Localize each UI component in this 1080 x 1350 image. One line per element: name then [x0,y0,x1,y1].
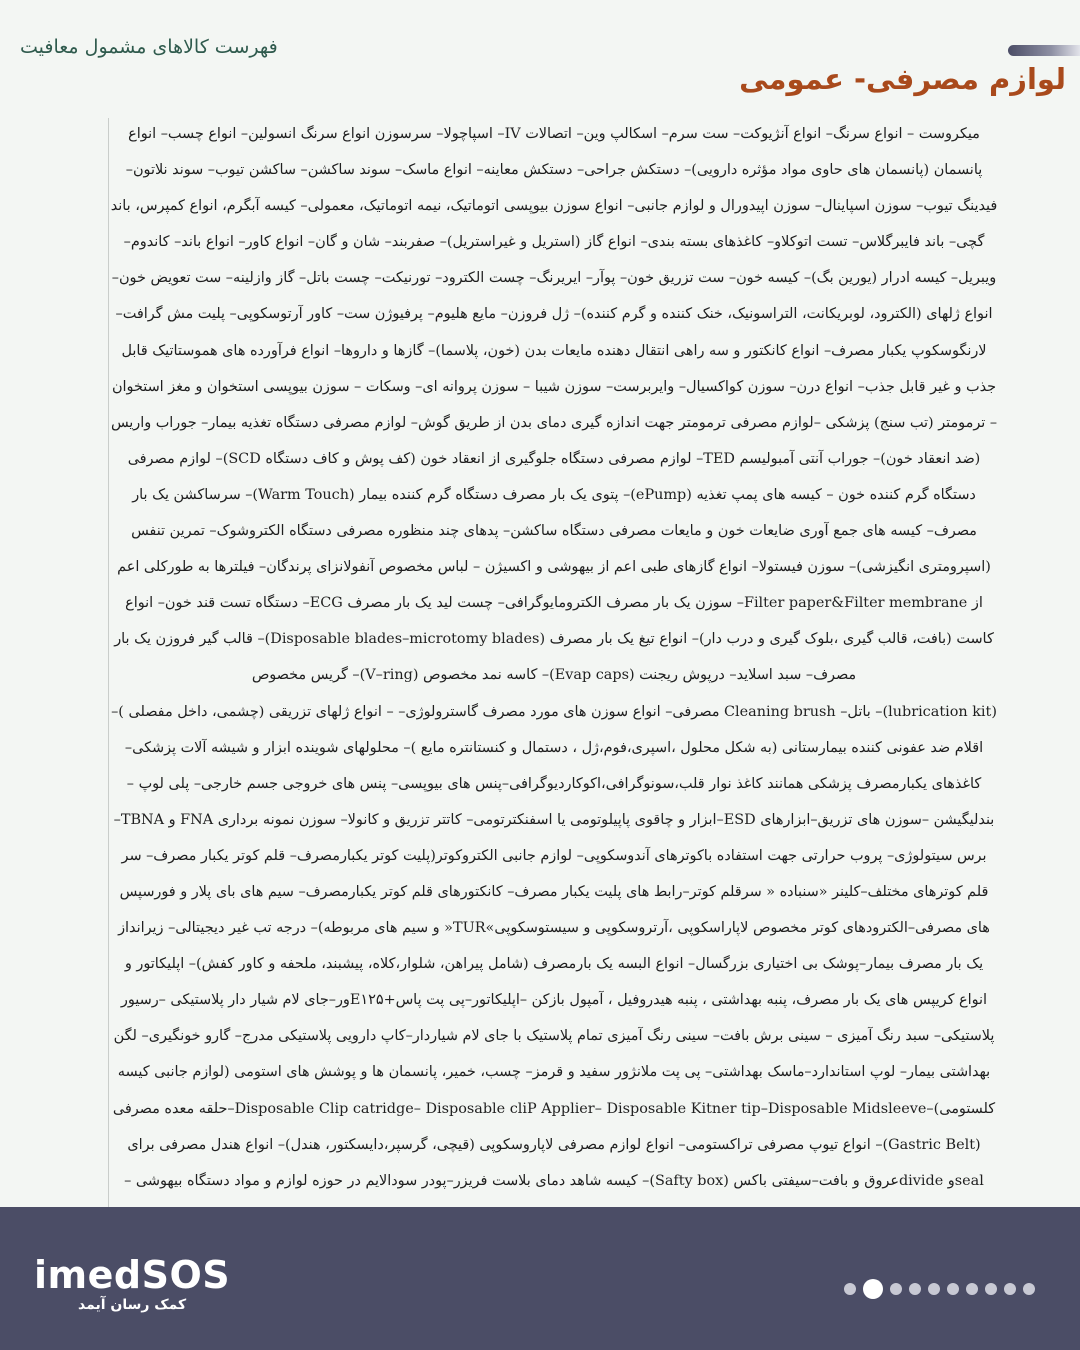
brand-logo [34,1255,230,1313]
footer [0,1207,1080,1350]
pagination-dot[interactable] [909,1283,921,1295]
pagination-dot[interactable] [928,1283,940,1295]
pagination-dot[interactable] [844,1283,856,1295]
pagination-dots [844,1279,1035,1299]
brand-name: imedSOS [34,1253,231,1297]
body-paragraph-2: (lubrication kit)– باتل– Cleaning brush مصرفی– انواع سوزن های مورد مصرف گاسترولوژی– – انواع ژلهای تزریقی (چشمی، داخل مفصلی )– اقلام ضد عفونی کننده بیمارستانی (به شکل محلول ،اسپری،فوم،ژل ، دستمال و کنستانتره مایع )– محلولهای شوینده ابزار و شیشه آلات پزشکی– کاغذهای یکبارمصرف پزشکی همانند کاغذ نوار قلب،سونوگرافی،اکوکاردیوگرافی–پنس های بیوپسی– پنس های خروجی جسم خارجی– پلی لوپ – بندلیگیشن –سوزن های تزریق–ابزارهای ESD–ابزار و چاقوی پاپیلوتومی یا اسفنکترتومی– کاتتر تزریق و کانولا– سوزن نمونه برداری FNA و TBNA– برس سیتولوژی– پروب حرارتی جهت استفاده باکوترهای آندوسکوپی– لوازم جانبی الکتروکوتر(پلیت کوتر یکبارمصرف– قلم کوتر یکبار مصرف– سر قلم کوترهای مختلف–کلینر «سنباده « سرقلم کوتر–رابط های پلیت یکبار مصرف– کانکتورهای قلم کوتر یکبارمصرف– سیم های بای پلار و فورسپس های مصرفی–الکترودهای کوتر مخصوص لاپاراسکوپی ،آرتروسکوپی و سیستوسکوپی»TUR« و سیم های مربوطه)– درجه تب غیر دیجیتالی– زیرانداز یک بار مصرف بیمار–پوشک بی اختیاری بزرگسال– انواع البسه یک بارمصرف (شامل پیراهن، شلوار،کلاه، پیشبند، ملحفه و کاور کفش)– اپلیکاتور و انواع کریپس های یک بار مصرف، پنبه بهداشتی ، پنبه هیدروفیل ، آمپول بازکن –اپلیکاتور–پی پت پاس+E۱۲۵ور–جای لام شیار دار پلاستیکی –رسیور پلاستیکی– سبد رنگ آمیزی – سینی برش بافت– سینی رنگ آمیزی تمام پلاستیک با جای لام شیاردار–کاپ دارویی پلاستیکی مدرج– گارو خونگیری– لگن بهداشتی بیمار– لوپ استاندارد–ماسک بهداشتی– پی پت ملانژور سفید و قرمز– چسب، خمیر، پانسمان ها و پوشش های استومی (لوازم جانبی کیسه کلستومی)–Disposable Clip catridge– Disposable cliP Applier– Disposable Kitner tip–Disposable Midsleeve–حلقه معده مصرفی (Gastric Belt)– انواع تیوپ مصرفی تراکستومی– انواع لوازم مصرفی لاپاروسکوپی (قیچی، گرسپر،دایسکتور، هندل)– انواع هندل مصرفی برای sealو divideعروق و بافت–سیفتی باکس (Safty box)– کیسه شاهد دمای بلاست فریزر–پودر سودالایم در حوزه لوازم و مواد دستگاه بیهوشی – [111,703,997,1189]
pagination-dot[interactable] [985,1283,997,1295]
accent-bar [1008,45,1080,56]
body-text [110,116,998,1235]
pagination-dot[interactable] [890,1283,902,1295]
section-heading: لوازم مصرفی- عمومی [739,62,1066,96]
pagination-dot[interactable] [1023,1283,1035,1295]
pagination-dot[interactable] [947,1283,959,1295]
brand-tagline: کمک رسان آیمد [77,1297,187,1313]
pagination-dot-active[interactable] [863,1279,883,1299]
page-title: فهرست کالاهای مشمول معافیت [20,36,278,58]
pagination-dot[interactable] [1004,1283,1016,1295]
body-paragraph-1: میکروست – انواع سرنگ– انواع آنژیوکت– ست سرم– اسکالپ وین– اتصالات IV– اسپاچولا– سرسوزن انواع سرنگ انسولین– انواع چسب– انواع پانسمان (پانسمان های حاوی مواد مؤثره دارویی)– دستکش جراحی– دستکش معاینه– انواع ماسک– سوند ساکشن– ساکشن تیوب– سوند نلاتون– فیدینگ تیوب– سوزن اسپاینال– سوزن اپیدورال و لوازم جانبی– انواع سوزن بیوپسی اتوماتیک، نیمه اتوماتیک، معمولی– کیسه آبگرم، انواع کمپرس، باند گچی– باند فایبرگلاس– تست اتوکلاو– کاغذهای بسته بندی– انواع گاز (استریل و غیراستریل)– صفربند– شان و گان– انواع کاور– انواع باند– کاندوم– ویبریل– کیسه ادرار (یورین بگ)– کیسه خون– ست تزریق خون– پوآر– ایریرنگ– چست الکترود– تورنیکت– چست باتل– گاز وازلینه– ست تعویض خون– انواع ژلهای (الکترود، لوبریکانت، التراسونیک، خنک کننده و گرم کننده)– ژل فروزن– مایع هلیوم– پرفیوژن ست– کاور آرتوسکوپی– پلیت مش گرافت– لارنگوسکوپ یکبار مصرف– انواع کانکتور و سه راهی انتقال دهنده مایعات بدن (خون، پلاسما)– گازها و داروها– انواع فرآورده های هموستاتیک قابل جذب و غیر قابل جذب– انواع درن– سوزن کواکسیال– وایربرست– سوزن شیبا – سوزن پروانه ای– وسکات – سوزن بیوپسی استخوان و مغز استخوان – ترمومتر (تب سنج) پزشکی –لوازم مصرفی ترمومتر جهت اندازه گیری دمای بدن از طریق گوش– لوازم مصرفی دستگاه تغذیه بیمار– جوراب واریس (ضد انعقاد خون)– جوراب آنتی آمبولیسم TED– لوازم مصرفی دستگاه جلوگیری از انعقاد خون (کف پوش و کاف دستگاه SCD)– لوازم مصرفی دستگاه گرم کننده خون – کیسه های پمپ تغذیه (ePump)– پتوی یک بار مصرف دستگاه گرم کننده بیمار (Warm Touch)– سرساکشن یک بار مصرف– کیسه های جمع آوری ضایعات خون و مایعات مصرفی دستگاه ساکشن– پدهای چند منظوره مصرفی دستگاه الکتروشوک– تمرین تنفس (اسپرومتری انگیزشی)– سوزن فیستولا– انواع گازهای طبی اعم از بیهوشی و اکسیژن – لباس مخصوص آنفولانزای پرندگان– فیلترها به طورکلی اعم از Filter paper&Filter membrane– سوزن یک بار مصرف الکترومایوگرافی– چست لید یک بار مصرف ECG– دستگاه تست قند خون– انواع کاست (بافت، قالب گیری ،بلوک گیری و درب دار)– انواع تیغ یک بار مصرف (Disposable blades–microtomy blades)– قالب گیر فروزن یک بار مصرف– سبد اسلاید– درپوش ریجنت (Evap caps)– کاسه نمد مخصوص (V–ring)– گریس مخصوص [110,126,998,684]
left-margin-rule [108,118,109,1208]
pagination-dot[interactable] [966,1283,978,1295]
